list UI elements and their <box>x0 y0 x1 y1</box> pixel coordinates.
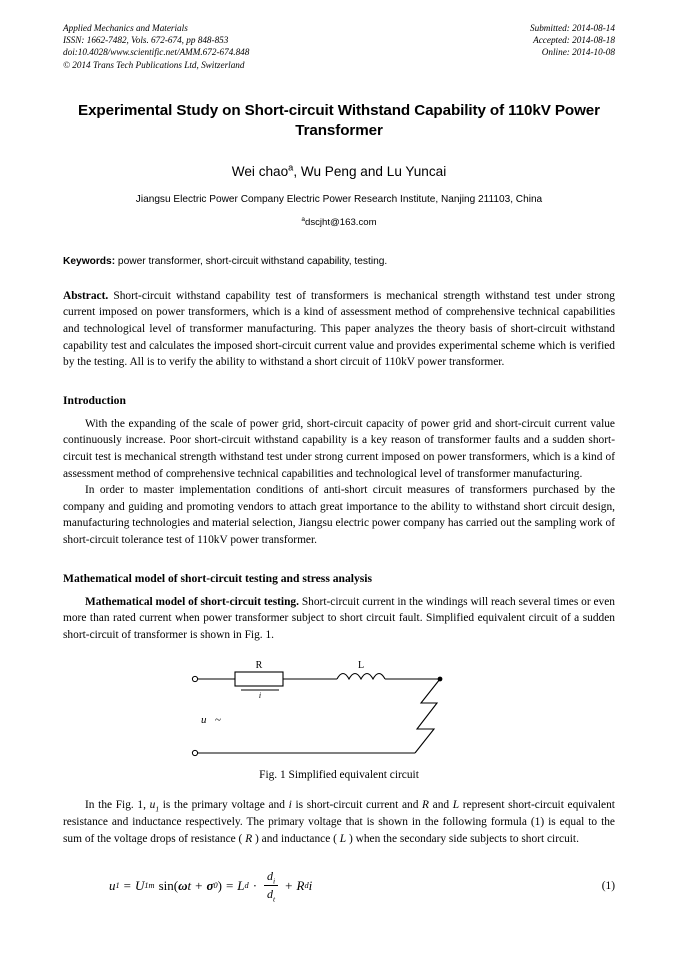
eq-sigma: σ <box>206 877 214 893</box>
post-fig-text-1: In the Fig. 1, <box>85 799 150 812</box>
eq-frac-den-d: d <box>267 887 274 902</box>
symbol-i: i <box>288 799 292 812</box>
equivalent-circuit-diagram <box>189 657 489 762</box>
figure-1 <box>63 657 615 783</box>
author-affiliation-marker: a <box>288 162 294 173</box>
eq-equals-2: = <box>225 877 234 893</box>
equation-1-row <box>63 869 615 902</box>
equation-1-number: (1) <box>601 879 615 892</box>
section-heading-math-model: Mathematical model of short-circuit testing and stress analysis <box>63 571 373 585</box>
eq-U: U <box>135 877 145 893</box>
math-model-paragraph <box>63 594 615 644</box>
journal-header-right <box>530 22 615 59</box>
eq-u: u <box>109 877 116 893</box>
keywords-block <box>63 255 615 269</box>
journal-header <box>63 22 615 71</box>
journal-copyright: © 2014 Trans Tech Publications Ltd, Switzerland <box>63 59 245 70</box>
post-fig-text-7: ) when the secondary side subjects to short circuit. <box>346 832 579 845</box>
keywords-value: power transformer, short-circuit withstand capability, testing. <box>115 255 388 267</box>
post-fig-text-6: ) and inductance ( <box>252 832 340 845</box>
eq-frac-num-d: d <box>267 869 274 884</box>
abstract-text: Short-circuit withstand capability test of transformers is mechanical strength withstand test under strong current imposed on power transformers, which is a kind of assessment method of comprehensive technical capabilities and technological level of transformer manufacturing. This paper analyzes the theory basis of short-circuit withstand capability test and calculates the imposed short-circuit current value and provides experimental scheme which is verified by the testing. All is to verify the ability to withstand a short circuit of 110kV power transformer. <box>63 289 615 369</box>
author-primary-name: Wei chao <box>231 163 289 179</box>
math-model-runin-heading: Mathematical model of short-circuit testing. <box>85 595 299 608</box>
abstract-block <box>63 288 615 371</box>
figure-1-caption: Fig. 1 Simplified equivalent circuit <box>259 769 419 782</box>
post-fig-text-4: and <box>429 799 453 812</box>
eq-equals-1: = <box>123 877 131 893</box>
journal-name: Applied Mechanics and Materials <box>63 23 188 33</box>
inductor-label: L <box>357 660 365 672</box>
eq-R: R <box>296 877 305 893</box>
accepted-date: Accepted: 2014-08-18 <box>533 35 615 46</box>
eq-sin: sin( <box>158 877 179 893</box>
symbol-R: R <box>422 799 430 812</box>
keywords-label: Keywords: <box>63 255 116 267</box>
page-title: Experimental Study on Short-circuit Withstand Capability of 110kV Power Transformer <box>78 101 600 139</box>
post-fig-text-5: represent short-circuit equivalent resistance and inductance respectively. The primary voltage that is shown in the following formula (1) is equal to the sum of the voltage drops of resistance ( <box>63 799 615 845</box>
author-list <box>63 163 615 181</box>
eq-frac-den-sub: t <box>273 894 276 904</box>
symbol-u1 <box>149 799 160 814</box>
author-email: dscjht@163.com <box>305 216 377 228</box>
eq-t: t <box>187 877 192 893</box>
submitted-date: Submitted: 2014-08-14 <box>530 23 615 33</box>
eq-frac-num-sub: i <box>273 876 276 886</box>
journal-header-left <box>63 22 249 71</box>
symbol-L-2: L <box>339 832 347 845</box>
equation-1-body <box>63 869 585 902</box>
post-figure-paragraph <box>63 797 615 847</box>
author-email-line <box>63 216 615 229</box>
symbol-R-2: R <box>245 832 253 845</box>
equation-1-math: u 1 = U 1m sin( ω t + σ 0 ) = L d · $\frac{d_i}{d_t}$ + R d i <box>109 869 313 904</box>
abstract-label: Abstract. <box>63 289 109 302</box>
ac-source-symbol: ~ <box>215 714 221 727</box>
section-heading-introduction: Introduction <box>63 393 126 407</box>
eq-fraction-di-dt <box>264 869 278 902</box>
post-fig-text-2: is the primary voltage and <box>159 799 289 812</box>
math-model-paragraph-text: Short-circuit current in the windings will reach several times or even more than rated current when power transformer subject to short circuit fault. Simplified equivalent circuit of a sudden short-circuit of transformer is shown in Fig. 1. <box>63 595 615 641</box>
author-rest-names: , Wu Peng and Lu Yuncai <box>293 163 447 179</box>
eq-frac-numerator <box>264 869 278 885</box>
introduction-paragraph-2: In order to master implementation conditions of anti-short circuit measures of transformers purchased by the company and guiding and promoting vendors to attach great importance to the ability to withstand short circuit design, manufacturing technologies and material selection, Jiangsu electric power company has carried out the sampling work of short-circuit tolerance test of 110kV power transformer. <box>63 484 615 546</box>
journal-doi: doi:10.4028/www.scientific.net/AMM.672-674.848 <box>63 47 250 58</box>
journal-issn-volume: ISSN: 1662-7482, Vols. 672-674, pp 848-853 <box>63 35 229 46</box>
eq-dot: · <box>252 877 258 893</box>
symbol-u-subscript: 1 <box>155 804 160 814</box>
eq-plus-1: + <box>195 877 203 893</box>
symbol-u: u <box>149 799 156 812</box>
eq-plus-2: + <box>285 877 293 893</box>
current-label: i <box>258 691 262 701</box>
introduction-paragraph-1: With the expanding of the scale of power grid, short-circuit capacity of power grid and short-circuit current value continuously increase. Poor short-circuit withstand capability is a key reason of transformer faults and a sudden short-circuit test is mechanical strength withstand test under strong current imposed on power transformers, which is a kind of assessment method of comprehensive technical capabilities and technological level of transformer manufacturing. <box>63 417 615 480</box>
eq-L: L <box>237 877 245 893</box>
resistor-label: R <box>255 660 263 672</box>
eq-omega: ω <box>178 877 188 893</box>
online-date: Online: 2014-10-08 <box>541 47 615 58</box>
eq-close-paren: ) <box>217 877 222 893</box>
eq-i: i <box>308 877 313 893</box>
eq-frac-denominator <box>264 885 278 902</box>
email-affiliation-marker: a <box>301 215 305 223</box>
source-voltage-label: u <box>201 714 207 727</box>
symbol-L: L <box>452 799 460 812</box>
page-content <box>63 22 615 902</box>
post-fig-text-3: is short-circuit current and <box>291 799 423 812</box>
affiliation: Jiangsu Electric Power Company Electric Power Research Institute, Nanjing 211103, China <box>135 193 543 205</box>
